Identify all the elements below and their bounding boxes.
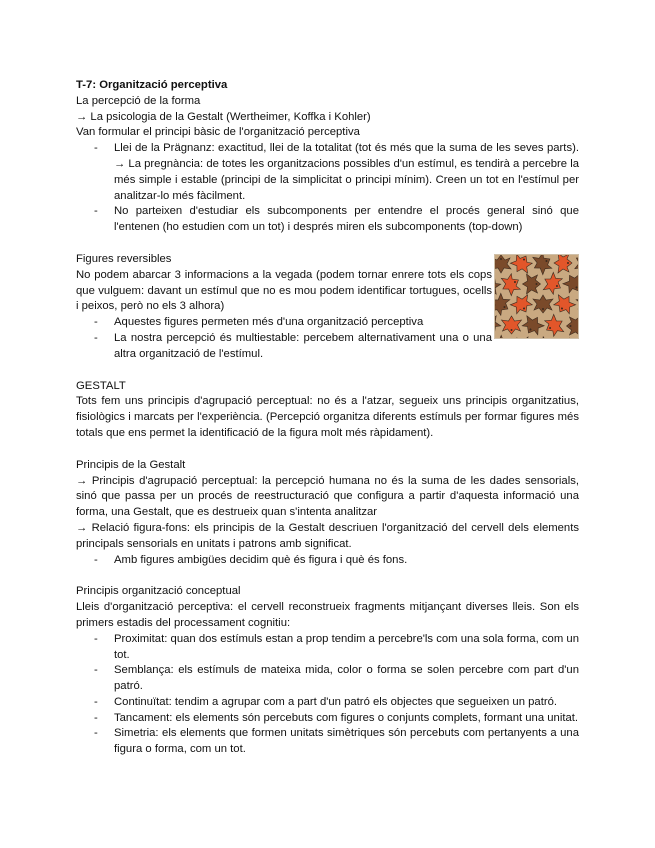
list-item: - Continuïtat: tendim a agrupar com a part d'un patró els objectes que segueixen un patró. bbox=[114, 695, 579, 711]
reversibles-list bbox=[76, 315, 492, 362]
list-item: - No parteixen d'estudiar els subcomponents per entendre el procés general sinó que l'entenen (ho estudien com un tot) i després miren els subcomponents (top-down) bbox=[114, 204, 579, 236]
paragraph: Tots fem uns principis d'agrupació perceptual: no és a l'atzar, segueix uns principis organitzatius, fisiològics i marcats per l'experiència. (Percepció organitza diferents estímuls per formar figures més totals que ens permet la identificació de la figura molt més ràpidament). bbox=[76, 395, 579, 439]
section-heading: Figures reversibles bbox=[76, 252, 172, 265]
list-item: - Semblança: els estímuls de mateixa mida, color o forma se solen percebre com part d'un patró. bbox=[114, 663, 579, 695]
list-item: - Tancament: els elements són percebuts com figures o conjunts complets, formant una unitat. bbox=[114, 711, 579, 727]
list-item: - Llei de la Prägnanz: exactitud, llei de la totalitat (tot és més que la suma de les seves parts). → La pregnància: de totes les organitzacions possibles d'un estímul, es tendirà a percebre la més simple i estable (principi de la simplicitat o principi mínim). Creen un tot en l'estímul per analitzar-lo més fàcilment. bbox=[114, 141, 579, 204]
principis-list bbox=[76, 553, 579, 569]
section-heading: Principis organització conceptual bbox=[76, 585, 241, 598]
section-heading: Principis de la Gestalt bbox=[76, 458, 186, 471]
paragraph: Lleis d'organització perceptiva: el cervell reconstrueix fragments mitjançant diverses lleis. Son els primers estadis del processament cognitiu: bbox=[76, 601, 579, 629]
conceptual-list bbox=[76, 632, 579, 758]
intro-list bbox=[76, 141, 579, 236]
reversible-figures-section bbox=[76, 252, 579, 363]
paragraph: No podem abarcar 3 informacions a la vegada (podem tornar enrere tots els cops que vulguem: davant un estímul que no es mou podem identificar tortugues, ocells i peixos, però no els 3 alhora) bbox=[76, 268, 492, 313]
document-page bbox=[76, 78, 579, 758]
paragraph: → Relació figura-fons: els principis de la Gestalt descriuen l'organització del cervell dels elements principals sensorials en unitats i patrons amb significat. bbox=[76, 521, 579, 550]
section-subtitle: La percepció de la forma bbox=[76, 94, 201, 107]
principle-line: Van formular el principi bàsic de l'organització perceptiva bbox=[76, 126, 360, 139]
list-item: - Proximitat: quan dos estímuls estan a prop tendim a percebre'ls com una sola forma, com un tot. bbox=[114, 632, 579, 664]
gestalt-psychology-line: → La psicologia de la Gestalt (Wertheimer, Koffka i Kohler) bbox=[76, 110, 371, 123]
list-item: - Aquestes figures permeten més d'una organització perceptiva bbox=[114, 315, 492, 331]
tessellation-image bbox=[494, 254, 579, 339]
section-heading: GESTALT bbox=[76, 379, 126, 392]
page-title: T-7: Organització perceptiva bbox=[76, 79, 228, 91]
list-item: - Amb figures ambigües decidim què és figura i què és fons. bbox=[114, 553, 579, 569]
paragraph: → Principis d'agrupació perceptual: la percepció humana no és la suma de les dades sensorials, sinó que passa per un procés de reestructuració que configura a partir d'aquesta informació una forma, una Gestalt, que es destrueix quan s'intenta analitzar bbox=[76, 474, 579, 519]
list-item: - La nostra percepció és multiestable: percebem alternativament una o una altra organització de l'estímul. bbox=[114, 331, 492, 363]
list-item: - Simetria: els elements que formen unitats simètriques són percebuts com pertanyents a una figura o forma, com un tot. bbox=[114, 726, 579, 758]
